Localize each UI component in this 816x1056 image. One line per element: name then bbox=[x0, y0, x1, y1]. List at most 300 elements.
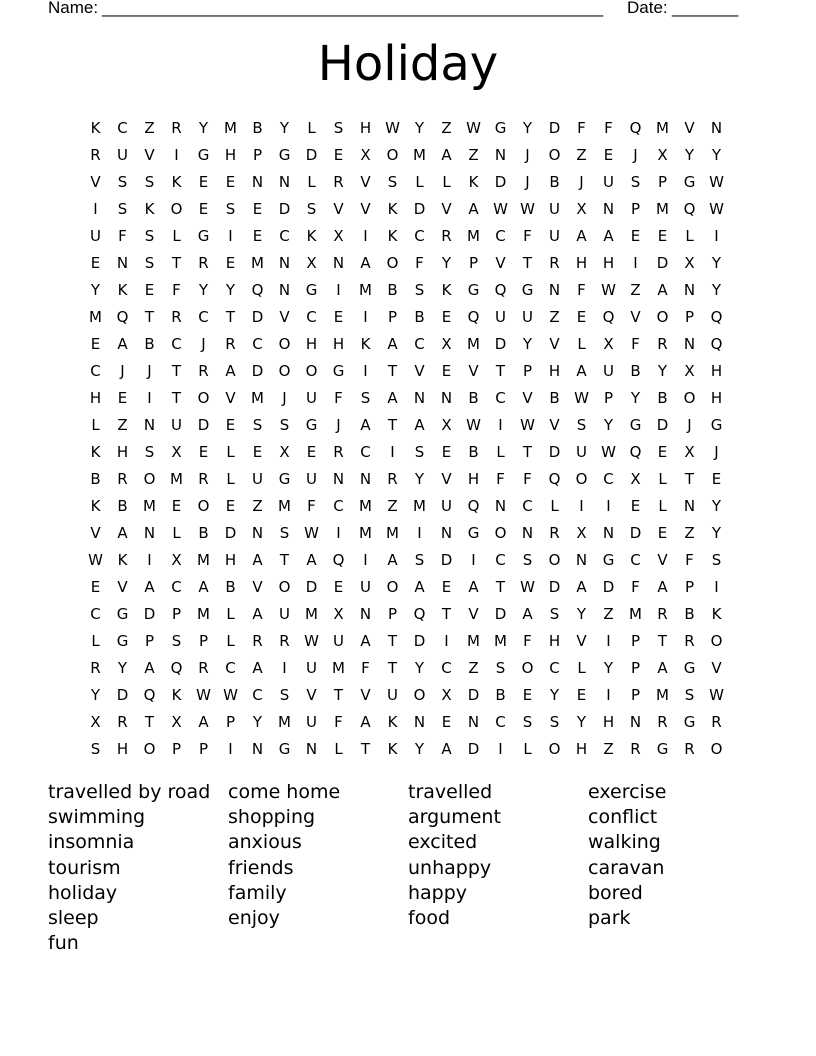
grid-letter[interactable]: I bbox=[363, 307, 368, 326]
grid-letter[interactable]: M bbox=[629, 604, 642, 623]
grid-letter[interactable]: H bbox=[224, 145, 237, 164]
grid-letter[interactable]: Z bbox=[684, 523, 695, 542]
grid-letter[interactable]: M bbox=[278, 496, 291, 515]
grid-letter[interactable]: M bbox=[251, 388, 264, 407]
grid-letter[interactable]: L bbox=[577, 658, 586, 677]
grid-letter[interactable]: F bbox=[631, 334, 640, 353]
grid-letter[interactable]: W bbox=[493, 199, 508, 218]
grid-letter[interactable]: S bbox=[225, 199, 236, 218]
grid-letter[interactable]: S bbox=[549, 712, 560, 731]
grid-letter[interactable]: G bbox=[521, 280, 534, 299]
grid-letter[interactable]: X bbox=[360, 145, 371, 164]
grid-letter[interactable]: U bbox=[387, 685, 398, 704]
grid-letter[interactable]: B bbox=[225, 577, 236, 596]
grid-letter[interactable]: H bbox=[467, 469, 480, 488]
grid-letter[interactable]: Z bbox=[387, 496, 398, 515]
grid-letter[interactable]: D bbox=[656, 253, 669, 272]
grid-letter[interactable]: T bbox=[225, 307, 236, 326]
grid-letter[interactable]: U bbox=[441, 496, 452, 515]
grid-letter[interactable]: E bbox=[576, 685, 587, 704]
grid-letter[interactable]: U bbox=[279, 604, 290, 623]
grid-letter[interactable]: C bbox=[225, 658, 236, 677]
grid-letter[interactable]: X bbox=[630, 469, 641, 488]
grid-letter[interactable]: S bbox=[684, 685, 695, 704]
grid-letter[interactable]: I bbox=[417, 523, 422, 542]
grid-letter[interactable]: B bbox=[387, 280, 398, 299]
grid-letter[interactable]: A bbox=[657, 280, 668, 299]
grid-letter[interactable]: P bbox=[225, 712, 236, 731]
grid-letter[interactable]: F bbox=[523, 226, 532, 245]
grid-letter[interactable]: P bbox=[171, 604, 182, 623]
grid-letter[interactable]: D bbox=[467, 685, 480, 704]
grid-letter[interactable]: T bbox=[495, 361, 506, 380]
grid-letter[interactable]: J bbox=[579, 172, 584, 191]
grid-letter[interactable]: T bbox=[522, 253, 533, 272]
grid-letter[interactable]: N bbox=[602, 523, 615, 542]
grid-letter[interactable]: L bbox=[496, 442, 505, 461]
grid-letter[interactable]: K bbox=[90, 118, 101, 137]
grid-letter[interactable]: F bbox=[334, 712, 343, 731]
grid-letter[interactable]: F bbox=[577, 118, 586, 137]
grid-letter[interactable]: N bbox=[251, 739, 264, 758]
grid-letter[interactable]: D bbox=[548, 442, 561, 461]
grid-letter[interactable]: N bbox=[332, 469, 345, 488]
grid-letter[interactable]: U bbox=[306, 469, 317, 488]
grid-letter[interactable]: U bbox=[306, 658, 317, 677]
grid-letter[interactable]: A bbox=[414, 577, 425, 596]
grid-letter[interactable]: N bbox=[683, 496, 696, 515]
grid-letter[interactable]: V bbox=[414, 361, 425, 380]
grid-letter[interactable]: Y bbox=[198, 280, 209, 299]
grid-letter[interactable]: D bbox=[251, 361, 264, 380]
grid-letter[interactable]: G bbox=[116, 631, 129, 650]
grid-letter[interactable]: G bbox=[683, 658, 696, 677]
grid-letter[interactable]: S bbox=[144, 442, 155, 461]
grid-letter[interactable]: P bbox=[171, 739, 182, 758]
grid-letter[interactable]: G bbox=[305, 280, 318, 299]
grid-letter[interactable]: A bbox=[576, 361, 587, 380]
grid-letter[interactable]: U bbox=[576, 442, 587, 461]
grid-letter[interactable]: V bbox=[441, 469, 452, 488]
grid-letter[interactable]: S bbox=[630, 172, 641, 191]
grid-letter[interactable]: N bbox=[413, 712, 426, 731]
grid-letter[interactable]: R bbox=[711, 712, 722, 731]
grid-letter[interactable]: A bbox=[441, 145, 452, 164]
grid-letter[interactable]: L bbox=[685, 226, 694, 245]
grid-letter[interactable]: Y bbox=[576, 604, 587, 623]
grid-letter[interactable]: W bbox=[88, 550, 103, 569]
grid-letter[interactable]: J bbox=[201, 334, 206, 353]
grid-letter[interactable]: W bbox=[466, 118, 481, 137]
grid-letter[interactable]: E bbox=[657, 523, 668, 542]
grid-letter[interactable]: S bbox=[306, 199, 317, 218]
grid-letter[interactable]: W bbox=[601, 442, 616, 461]
grid-letter[interactable]: M bbox=[656, 118, 669, 137]
grid-letter[interactable]: N bbox=[278, 172, 291, 191]
grid-letter[interactable]: O bbox=[710, 631, 723, 650]
grid-letter[interactable]: F bbox=[631, 577, 640, 596]
grid-letter[interactable]: L bbox=[550, 496, 559, 515]
grid-letter[interactable]: F bbox=[604, 118, 613, 137]
grid-letter[interactable]: N bbox=[251, 523, 264, 542]
grid-letter[interactable]: F bbox=[415, 253, 424, 272]
grid-letter[interactable]: R bbox=[657, 712, 668, 731]
grid-letter[interactable]: A bbox=[414, 415, 425, 434]
grid-letter[interactable]: Y bbox=[414, 469, 425, 488]
grid-letter[interactable]: K bbox=[306, 226, 317, 245]
grid-letter[interactable]: T bbox=[522, 442, 533, 461]
grid-letter[interactable]: Q bbox=[251, 280, 264, 299]
grid-letter[interactable]: K bbox=[711, 604, 722, 623]
grid-letter[interactable]: P bbox=[603, 388, 614, 407]
grid-letter[interactable]: N bbox=[683, 280, 696, 299]
grid-letter[interactable]: E bbox=[333, 307, 344, 326]
grid-letter[interactable]: D bbox=[305, 145, 318, 164]
grid-letter[interactable]: M bbox=[359, 280, 372, 299]
grid-letter[interactable]: G bbox=[278, 145, 291, 164]
grid-letter[interactable]: Y bbox=[90, 685, 101, 704]
grid-letter[interactable]: Z bbox=[468, 145, 479, 164]
grid-letter[interactable]: T bbox=[171, 361, 182, 380]
grid-letter[interactable]: H bbox=[710, 388, 723, 407]
grid-letter[interactable]: M bbox=[143, 496, 156, 515]
grid-letter[interactable]: X bbox=[603, 334, 614, 353]
grid-letter[interactable]: H bbox=[710, 361, 723, 380]
grid-letter[interactable]: O bbox=[521, 658, 534, 677]
grid-letter[interactable]: F bbox=[172, 280, 181, 299]
grid-letter[interactable]: J bbox=[282, 388, 287, 407]
grid-letter[interactable]: O bbox=[197, 388, 210, 407]
grid-letter[interactable]: O bbox=[494, 523, 507, 542]
grid-letter[interactable]: Y bbox=[711, 496, 722, 515]
grid-letter[interactable]: X bbox=[441, 685, 452, 704]
grid-letter[interactable]: N bbox=[575, 550, 588, 569]
grid-letter[interactable]: A bbox=[576, 577, 587, 596]
grid-letter[interactable]: J bbox=[336, 415, 341, 434]
grid-letter[interactable]: U bbox=[549, 199, 560, 218]
grid-letter[interactable]: X bbox=[306, 253, 317, 272]
grid-letter[interactable]: S bbox=[144, 226, 155, 245]
grid-letter[interactable]: D bbox=[251, 307, 264, 326]
grid-letter[interactable]: S bbox=[279, 415, 290, 434]
grid-letter[interactable]: G bbox=[467, 280, 480, 299]
grid-letter[interactable]: U bbox=[90, 226, 101, 245]
grid-letter[interactable]: B bbox=[198, 523, 209, 542]
grid-letter[interactable]: B bbox=[468, 442, 479, 461]
grid-letter[interactable]: N bbox=[278, 253, 291, 272]
grid-letter[interactable]: Y bbox=[576, 712, 587, 731]
grid-letter[interactable]: L bbox=[415, 172, 424, 191]
grid-letter[interactable]: Y bbox=[684, 145, 695, 164]
grid-letter[interactable]: A bbox=[144, 658, 155, 677]
grid-letter[interactable]: J bbox=[525, 172, 530, 191]
grid-letter[interactable]: V bbox=[522, 388, 533, 407]
grid-letter[interactable]: K bbox=[360, 334, 371, 353]
grid-letter[interactable]: S bbox=[549, 604, 560, 623]
grid-letter[interactable]: Y bbox=[279, 118, 290, 137]
grid-letter[interactable]: E bbox=[657, 226, 668, 245]
grid-letter[interactable]: X bbox=[684, 442, 695, 461]
grid-letter[interactable]: I bbox=[363, 361, 368, 380]
grid-letter[interactable]: V bbox=[495, 253, 506, 272]
grid-letter[interactable]: S bbox=[333, 118, 344, 137]
grid-letter[interactable]: S bbox=[279, 523, 290, 542]
grid-letter[interactable]: H bbox=[89, 388, 102, 407]
grid-letter[interactable]: Q bbox=[143, 685, 156, 704]
grid-letter[interactable]: Y bbox=[603, 658, 614, 677]
grid-letter[interactable]: A bbox=[252, 550, 263, 569]
grid-letter[interactable]: R bbox=[198, 658, 209, 677]
grid-letter[interactable]: Y bbox=[441, 253, 452, 272]
grid-letter[interactable]: F bbox=[361, 658, 370, 677]
grid-letter[interactable]: C bbox=[306, 307, 317, 326]
grid-letter[interactable]: X bbox=[171, 442, 182, 461]
grid-letter[interactable]: O bbox=[170, 199, 183, 218]
grid-letter[interactable]: P bbox=[387, 604, 398, 623]
grid-letter[interactable]: E bbox=[333, 145, 344, 164]
grid-letter[interactable]: R bbox=[198, 361, 209, 380]
grid-letter[interactable]: D bbox=[278, 199, 291, 218]
grid-letter[interactable]: C bbox=[333, 496, 344, 515]
grid-letter[interactable]: S bbox=[576, 415, 587, 434]
grid-letter[interactable]: N bbox=[116, 253, 129, 272]
grid-letter[interactable]: W bbox=[466, 415, 481, 434]
grid-letter[interactable]: D bbox=[143, 604, 156, 623]
grid-letter[interactable]: K bbox=[387, 226, 398, 245]
grid-letter[interactable]: R bbox=[198, 469, 209, 488]
grid-letter[interactable]: F bbox=[334, 388, 343, 407]
grid-letter[interactable]: Q bbox=[710, 307, 723, 326]
grid-letter[interactable]: V bbox=[279, 307, 290, 326]
grid-letter[interactable]: L bbox=[307, 118, 316, 137]
date-field[interactable]: _______ bbox=[672, 0, 739, 17]
grid-letter[interactable]: L bbox=[226, 469, 235, 488]
grid-letter[interactable]: Y bbox=[252, 712, 263, 731]
grid-letter[interactable]: K bbox=[441, 280, 452, 299]
grid-letter[interactable]: K bbox=[387, 739, 398, 758]
grid-letter[interactable]: C bbox=[495, 712, 506, 731]
grid-letter[interactable]: L bbox=[226, 604, 235, 623]
grid-letter[interactable]: C bbox=[495, 226, 506, 245]
grid-letter[interactable]: T bbox=[387, 415, 398, 434]
grid-letter[interactable]: I bbox=[363, 226, 368, 245]
grid-letter[interactable]: O bbox=[386, 577, 399, 596]
grid-letter[interactable]: R bbox=[90, 658, 101, 677]
grid-letter[interactable]: E bbox=[441, 361, 452, 380]
grid-letter[interactable]: A bbox=[144, 577, 155, 596]
grid-letter[interactable]: Q bbox=[683, 199, 696, 218]
grid-letter[interactable]: L bbox=[91, 631, 100, 650]
grid-letter[interactable]: U bbox=[333, 631, 344, 650]
grid-letter[interactable]: G bbox=[278, 469, 291, 488]
grid-letter[interactable]: O bbox=[656, 307, 669, 326]
grid-letter[interactable]: A bbox=[198, 577, 209, 596]
grid-letter[interactable]: H bbox=[359, 118, 372, 137]
grid-letter[interactable]: V bbox=[225, 388, 236, 407]
grid-letter[interactable]: Y bbox=[711, 523, 722, 542]
grid-letter[interactable]: J bbox=[714, 442, 719, 461]
grid-letter[interactable]: I bbox=[363, 550, 368, 569]
grid-letter[interactable]: P bbox=[522, 361, 533, 380]
grid-letter[interactable]: B bbox=[252, 118, 263, 137]
grid-letter[interactable]: Y bbox=[198, 118, 209, 137]
grid-letter[interactable]: S bbox=[117, 199, 128, 218]
grid-letter[interactable]: H bbox=[575, 253, 588, 272]
grid-letter[interactable]: O bbox=[548, 739, 561, 758]
grid-letter[interactable]: D bbox=[629, 523, 642, 542]
grid-letter[interactable]: Y bbox=[630, 388, 641, 407]
grid-letter[interactable]: X bbox=[441, 415, 452, 434]
grid-letter[interactable]: V bbox=[144, 145, 155, 164]
grid-letter[interactable]: O bbox=[386, 145, 399, 164]
grid-letter[interactable]: C bbox=[522, 496, 533, 515]
grid-letter[interactable]: L bbox=[226, 442, 235, 461]
grid-letter[interactable]: Y bbox=[414, 118, 425, 137]
grid-letter[interactable]: D bbox=[494, 172, 507, 191]
grid-letter[interactable]: E bbox=[144, 280, 155, 299]
grid-letter[interactable]: X bbox=[684, 361, 695, 380]
grid-letter[interactable]: I bbox=[147, 550, 152, 569]
grid-letter[interactable]: U bbox=[360, 577, 371, 596]
grid-letter[interactable]: M bbox=[359, 496, 372, 515]
grid-letter[interactable]: B bbox=[684, 604, 695, 623]
grid-letter[interactable]: N bbox=[629, 712, 642, 731]
grid-letter[interactable]: D bbox=[116, 685, 129, 704]
grid-letter[interactable]: B bbox=[495, 685, 506, 704]
grid-letter[interactable]: W bbox=[709, 172, 724, 191]
grid-letter[interactable]: Y bbox=[711, 253, 722, 272]
grid-letter[interactable]: E bbox=[90, 577, 101, 596]
grid-letter[interactable]: X bbox=[657, 145, 668, 164]
grid-letter[interactable]: R bbox=[549, 253, 560, 272]
grid-letter[interactable]: S bbox=[495, 658, 506, 677]
grid-letter[interactable]: X bbox=[684, 253, 695, 272]
grid-letter[interactable]: N bbox=[440, 523, 453, 542]
grid-letter[interactable]: C bbox=[630, 550, 641, 569]
grid-letter[interactable]: S bbox=[387, 172, 398, 191]
grid-letter[interactable]: I bbox=[498, 415, 503, 434]
grid-letter[interactable]: U bbox=[522, 307, 533, 326]
grid-letter[interactable]: D bbox=[467, 739, 480, 758]
grid-letter[interactable]: C bbox=[279, 226, 290, 245]
grid-letter[interactable]: F bbox=[577, 280, 586, 299]
grid-letter[interactable]: G bbox=[305, 415, 318, 434]
grid-letter[interactable]: Y bbox=[414, 739, 425, 758]
grid-letter[interactable]: N bbox=[683, 334, 696, 353]
grid-letter[interactable]: S bbox=[522, 550, 533, 569]
grid-letter[interactable]: H bbox=[116, 442, 129, 461]
grid-letter[interactable]: Q bbox=[602, 307, 615, 326]
grid-letter[interactable]: X bbox=[171, 550, 182, 569]
grid-letter[interactable]: C bbox=[252, 685, 263, 704]
grid-letter[interactable]: V bbox=[252, 577, 263, 596]
grid-letter[interactable]: W bbox=[304, 523, 319, 542]
grid-letter[interactable]: S bbox=[522, 712, 533, 731]
grid-letter[interactable]: T bbox=[657, 631, 668, 650]
grid-letter[interactable]: E bbox=[603, 145, 614, 164]
grid-letter[interactable]: H bbox=[116, 739, 129, 758]
grid-letter[interactable]: W bbox=[385, 118, 400, 137]
grid-letter[interactable]: L bbox=[226, 631, 235, 650]
grid-letter[interactable]: E bbox=[252, 226, 263, 245]
grid-letter[interactable]: E bbox=[657, 442, 668, 461]
grid-letter[interactable]: L bbox=[577, 334, 586, 353]
grid-letter[interactable]: E bbox=[252, 442, 263, 461]
grid-letter[interactable]: L bbox=[334, 739, 343, 758]
grid-letter[interactable]: H bbox=[602, 712, 615, 731]
grid-letter[interactable]: S bbox=[414, 280, 425, 299]
grid-letter[interactable]: D bbox=[602, 577, 615, 596]
grid-letter[interactable]: V bbox=[90, 523, 101, 542]
grid-letter[interactable]: E bbox=[441, 577, 452, 596]
grid-letter[interactable]: E bbox=[630, 226, 641, 245]
grid-letter[interactable]: S bbox=[414, 442, 425, 461]
grid-letter[interactable]: G bbox=[683, 172, 696, 191]
grid-letter[interactable]: A bbox=[468, 577, 479, 596]
grid-letter[interactable]: A bbox=[117, 334, 128, 353]
grid-letter[interactable]: Z bbox=[576, 145, 587, 164]
grid-letter[interactable]: P bbox=[630, 658, 641, 677]
grid-letter[interactable]: N bbox=[710, 118, 723, 137]
grid-letter[interactable]: X bbox=[333, 604, 344, 623]
grid-letter[interactable]: N bbox=[359, 604, 372, 623]
grid-letter[interactable]: V bbox=[360, 685, 371, 704]
grid-letter[interactable]: V bbox=[360, 199, 371, 218]
grid-letter[interactable]: Z bbox=[468, 658, 479, 677]
grid-letter[interactable]: N bbox=[278, 280, 291, 299]
grid-letter[interactable]: Z bbox=[630, 280, 641, 299]
grid-letter[interactable]: A bbox=[522, 604, 533, 623]
grid-letter[interactable]: Z bbox=[603, 604, 614, 623]
grid-letter[interactable]: F bbox=[523, 469, 532, 488]
grid-letter[interactable]: D bbox=[224, 523, 237, 542]
grid-letter[interactable]: G bbox=[332, 361, 345, 380]
grid-letter[interactable]: Y bbox=[603, 415, 614, 434]
grid-letter[interactable]: A bbox=[360, 631, 371, 650]
grid-letter[interactable]: C bbox=[603, 469, 614, 488]
grid-letter[interactable]: V bbox=[684, 118, 695, 137]
grid-letter[interactable]: X bbox=[279, 442, 290, 461]
grid-letter[interactable]: R bbox=[684, 631, 695, 650]
grid-letter[interactable]: O bbox=[197, 496, 210, 515]
grid-letter[interactable]: C bbox=[90, 361, 101, 380]
grid-letter[interactable]: A bbox=[603, 226, 614, 245]
grid-letter[interactable]: I bbox=[714, 577, 719, 596]
grid-letter[interactable]: N bbox=[521, 523, 534, 542]
grid-letter[interactable]: D bbox=[548, 577, 561, 596]
grid-letter[interactable]: H bbox=[602, 253, 615, 272]
grid-letter[interactable]: Q bbox=[332, 550, 345, 569]
grid-letter[interactable]: R bbox=[333, 172, 344, 191]
grid-letter[interactable]: H bbox=[548, 361, 561, 380]
grid-letter[interactable]: Q bbox=[629, 442, 642, 461]
grid-letter[interactable]: M bbox=[332, 658, 345, 677]
grid-letter[interactable]: N bbox=[143, 523, 156, 542]
grid-letter[interactable]: S bbox=[279, 685, 290, 704]
grid-letter[interactable]: A bbox=[252, 658, 263, 677]
grid-letter[interactable]: A bbox=[252, 604, 263, 623]
grid-letter[interactable]: C bbox=[495, 550, 506, 569]
grid-letter[interactable]: C bbox=[252, 334, 263, 353]
grid-letter[interactable]: C bbox=[90, 604, 101, 623]
grid-letter[interactable]: G bbox=[197, 145, 210, 164]
grid-letter[interactable]: M bbox=[305, 604, 318, 623]
grid-letter[interactable]: E bbox=[90, 334, 101, 353]
grid-letter[interactable]: V bbox=[306, 685, 317, 704]
grid-letter[interactable]: L bbox=[172, 226, 181, 245]
grid-letter[interactable]: G bbox=[116, 604, 129, 623]
grid-letter[interactable]: X bbox=[90, 712, 101, 731]
